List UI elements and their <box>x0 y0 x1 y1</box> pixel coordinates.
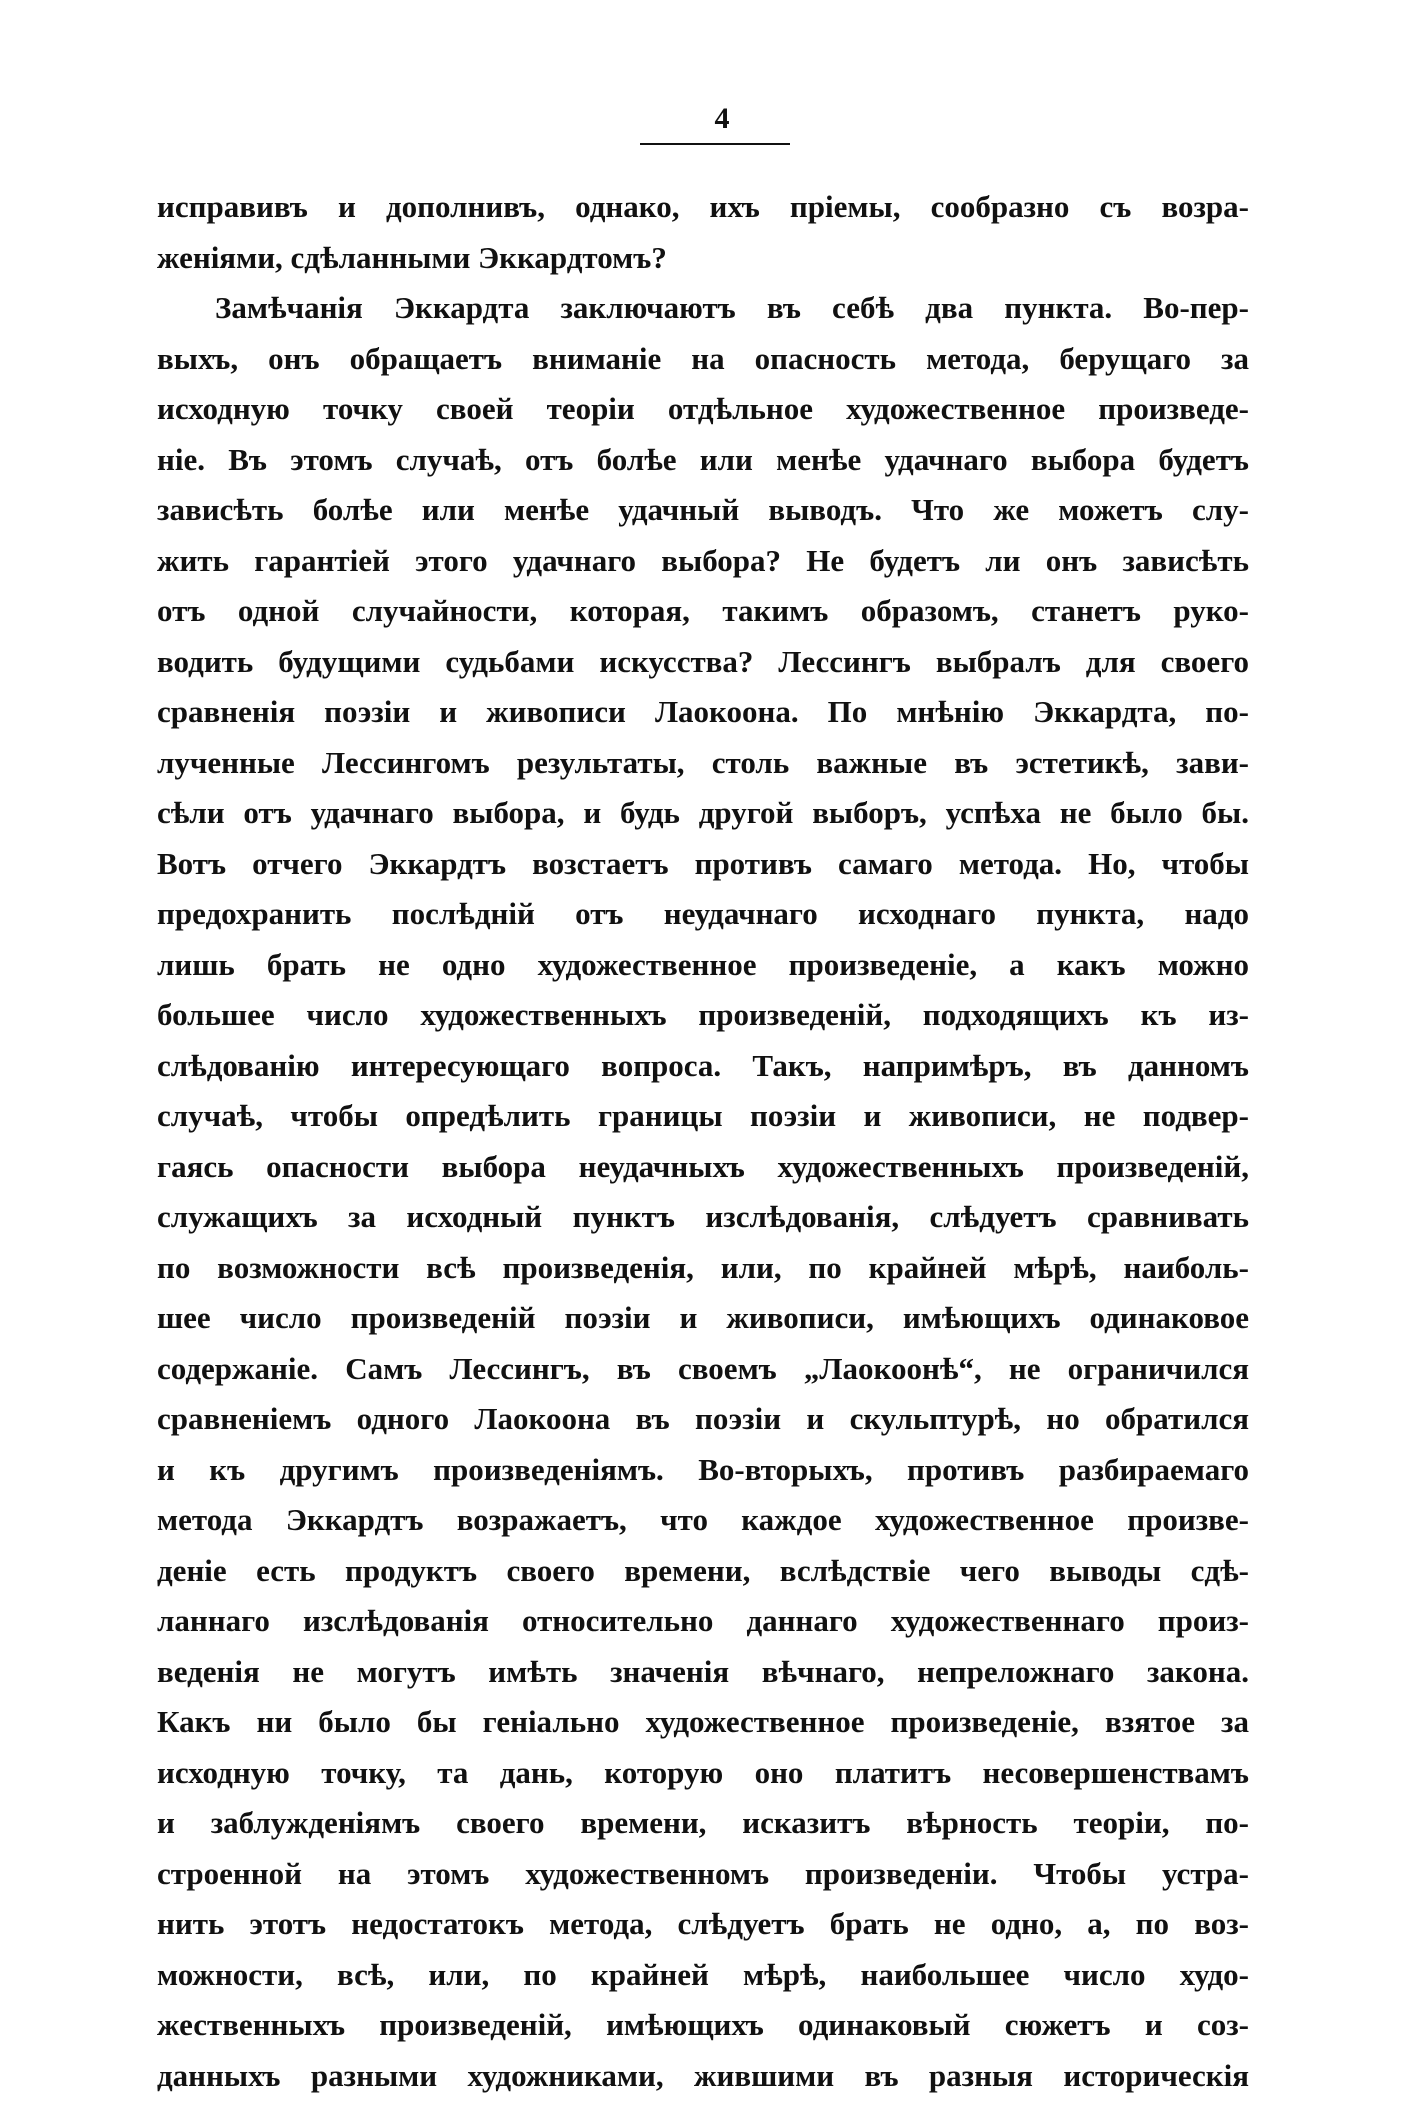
text-line: Замѣчанія Эккардта заключаютъ въ себѣ два пункта. Во-пер- <box>157 283 1249 334</box>
text-line: жить гарантіей этого удачнаго выбора? Не будетъ ли онъ зависѣть <box>157 536 1249 587</box>
text-line: служащихъ за исходный пунктъ изслѣдованія, слѣдуетъ сравнивать <box>157 1192 1249 1243</box>
text-line: можности, всѣ, или, по крайней мѣрѣ, наибольшее число худо- <box>157 1950 1249 2001</box>
text-line: случаѣ, чтобы опредѣлить границы поэзіи и живописи, не подвер- <box>157 1091 1249 1142</box>
text-line: водить будущими судьбами искусства? Лессингъ выбралъ для своего <box>157 637 1249 688</box>
text-line: строенной на этомъ художественномъ произведеніи. Чтобы устра- <box>157 1849 1249 1900</box>
text-line: содержаніе. Самъ Лессингъ, въ своемъ „Лаокоонѣ“, не ограничился <box>157 1344 1249 1395</box>
text-line: слѣдованію интересующаго вопроса. Такъ, напримѣръ, въ данномъ <box>157 1041 1249 1092</box>
text-line: и заблужденіямъ своего времени, исказитъ вѣрность теоріи, по- <box>157 1798 1249 1849</box>
text-line: лишь брать не одно художественное произведеніе, а какъ можно <box>157 940 1249 991</box>
text-line: большее число художественныхъ произведеній, подходящихъ къ из- <box>157 990 1249 1041</box>
text-line: деніе есть продуктъ своего времени, вслѣдствіе чего выводы сдѣ- <box>157 1546 1249 1597</box>
text-line: сѣли отъ удачнаго выбора, и будь другой выборъ, успѣха не было бы. <box>157 788 1249 839</box>
text-line: сравненія поэзіи и живописи Лаокоона. По мнѣнію Эккардта, по- <box>157 687 1249 738</box>
text-line: лученные Лессингомъ результаты, столь важные въ эстетикѣ, зави- <box>157 738 1249 789</box>
text-line: жественныхъ произведеній, имѣющихъ одинаковый сюжетъ и соз- <box>157 2000 1249 2051</box>
text-line: гаясь опасности выбора неудачныхъ художественныхъ произведеній, <box>157 1142 1249 1193</box>
page-number: 4 <box>660 104 784 134</box>
text-line: выхъ, онъ обращаетъ вниманіе на опасность метода, берущаго за <box>157 334 1249 385</box>
body-text <box>157 182 1249 2101</box>
text-line: исходную точку, та дань, которую оно платитъ несовершенствамъ <box>157 1748 1249 1799</box>
text-line: веденія не могутъ имѣть значенія вѣчнаго, непреложнаго закона. <box>157 1647 1249 1698</box>
text-line: исправивъ и дополнивъ, однако, ихъ пріемы, сообразно съ возра- <box>157 182 1249 233</box>
text-line: исходную точку своей теоріи отдѣльное художественное произведе- <box>157 384 1249 435</box>
text-line: отъ одной случайности, которая, такимъ образомъ, станетъ руко- <box>157 586 1249 637</box>
text-line: сравненіемъ одного Лаокоона въ поэзіи и скульптурѣ, но обратился <box>157 1394 1249 1445</box>
text-line: шее число произведеній поэзіи и живописи, имѣющихъ одинаковое <box>157 1293 1249 1344</box>
text-line: предохранить послѣдній отъ неудачнаго исходнаго пункта, надо <box>157 889 1249 940</box>
text-line: и къ другимъ произведеніямъ. Во-вторыхъ, противъ разбираемаго <box>157 1445 1249 1496</box>
text-line: ніе. Въ этомъ случаѣ, отъ болѣе или менѣе удачнаго выбора будетъ <box>157 435 1249 486</box>
text-line: ланнаго изслѣдованія относительно даннаго художественнаго произ- <box>157 1596 1249 1647</box>
text-line: по возможности всѣ произведенія, или, по крайней мѣрѣ, наиболь- <box>157 1243 1249 1294</box>
text-line: женіями, сдѣланными Эккардтомъ? <box>157 233 1249 284</box>
text-line: данныхъ разными художниками, жившими въ разныя историческія <box>157 2051 1249 2101</box>
text-line: нить этотъ недостатокъ метода, слѣдуетъ брать не одно, а, по воз- <box>157 1899 1249 1950</box>
text-line: Какъ ни было бы геніально художественное произведеніе, взятое за <box>157 1697 1249 1748</box>
text-line: метода Эккардтъ возражаетъ, что каждое художественное произве- <box>157 1495 1249 1546</box>
text-line: зависѣть болѣе или менѣе удачный выводъ. Что же можетъ слу- <box>157 485 1249 536</box>
page-number-rule <box>640 143 790 145</box>
text-line: Вотъ отчего Эккардтъ возстаетъ противъ самаго метода. Но, чтобы <box>157 839 1249 890</box>
